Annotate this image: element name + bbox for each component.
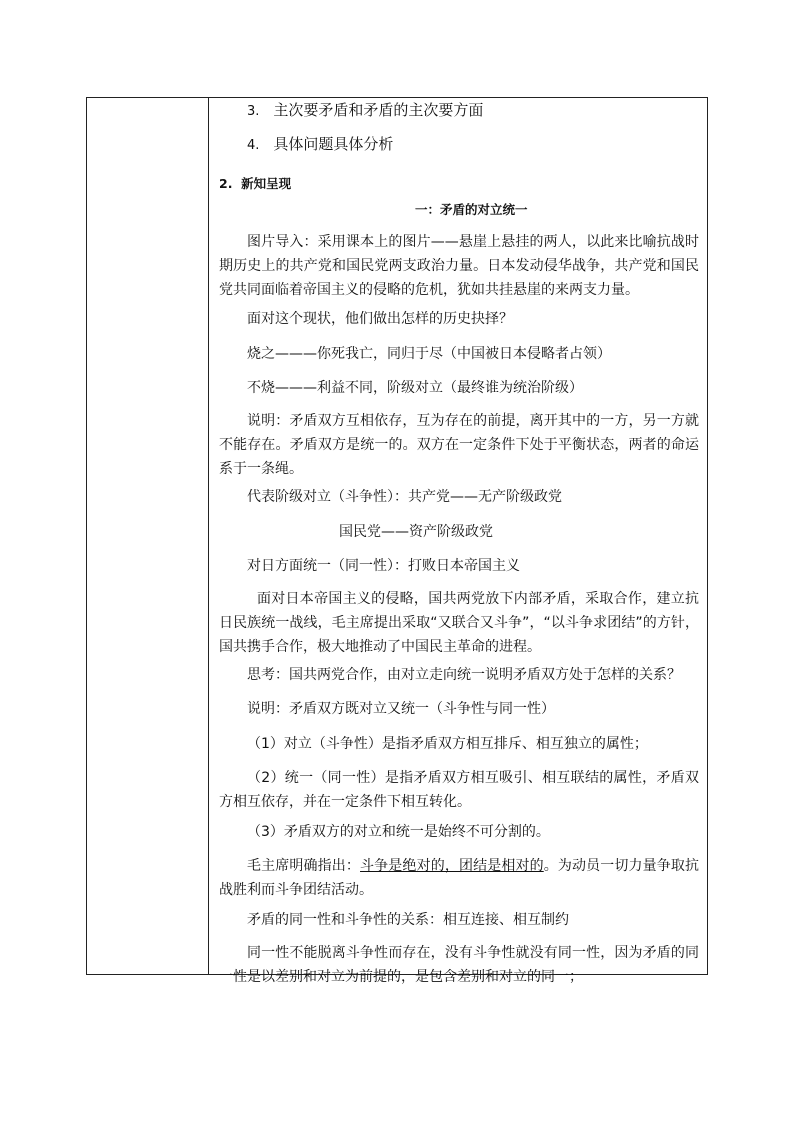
relation-line: 矛盾的同一性和斗争性的关系：相互连接、相互制约 [247, 912, 569, 928]
section-heading: 2. 新知呈现 [219, 176, 292, 191]
para-intro: 图片导入：采用课本上的图片——悬崖上悬挂的两人，以此来比喻抗战时期历史上的共产党和国民党两支政治力量。日本发动侵华战争，共产党和国民党共同面临着帝国主义的侵略的危机，犹如共挂悬崖的来两支力量。 [219, 234, 699, 298]
point-1: （1）对立（斗争性）是指矛盾双方相互排斥、相互独立的属性； [247, 736, 648, 752]
underlined-quote: 斗争是绝对的，团结是相对的 [360, 858, 544, 874]
think-question: 思考：国共两党合作，由对立走向统一说明矛盾双方处于怎样的关系？ [247, 667, 681, 683]
rep-line-1: 代表阶级对立（斗争性）：共产党——无产阶级政党 [247, 489, 562, 505]
para-mao: 毛主席明确指出：斗争是绝对的，团结是相对的。为动员一切力量争取抗战胜利而斗争团结活动。 [219, 858, 700, 898]
choice-2: 不烧———利益不同，阶级对立（最终谁为统治阶级） [247, 380, 583, 396]
para-united-front: 面对日本帝国主义的侵略，国共两党放下内部矛盾，采取合作，建立抗日民族统一战线，毛主席提出采取“又联合又斗争”，“以斗争求团结”的方针，国共携手合作，极大地推动了中国民主革命的进程。 [219, 591, 699, 655]
left-column-cell [87, 98, 209, 974]
para-last: 同一性不能脱离斗争性而存在，没有斗争性就没有同一性，因为矛盾的同一性是以差别和对立为前提的，是包含差别和对立的同一； [219, 945, 699, 985]
point-3: （3）矛盾双方的对立和统一是始终不可分割的。 [247, 824, 550, 840]
choice-1: 烧之———你死我亡，同归于尽（中国被日本侵略者占领） [247, 346, 611, 362]
list-item-4: 4. 具体问题具体分析 [247, 135, 394, 153]
subtitle: 一：矛盾的对立统一 [415, 202, 528, 217]
lesson-table [86, 97, 708, 985]
para-explain-1: 说明：矛盾双方互相依存，互为存在的前提，离开其中的一方，另一方就不能存在。矛盾双方是统一的。双方在一定条件下处于平衡状态，两者的命运系于一条绳。 [219, 413, 699, 477]
rep-line-2: 国民党——资产阶级政党 [339, 524, 493, 540]
explain-line: 说明：矛盾双方既对立又统一（斗争性与同一性） [247, 701, 555, 717]
point-2: （2）统一（同一性）是指矛盾双方相互吸引、相互联结的属性，矛盾双方相互依存，并在一定条件下相互转化。 [219, 770, 699, 810]
rep-line-3: 对日方面统一（同一性）：打败日本帝国主义 [247, 558, 520, 574]
list-item-3: 3. 主次要矛盾和矛盾的主次要方面 [247, 101, 484, 119]
question-1: 面对这个现状，他们做出怎样的历史抉择？ [247, 311, 513, 327]
